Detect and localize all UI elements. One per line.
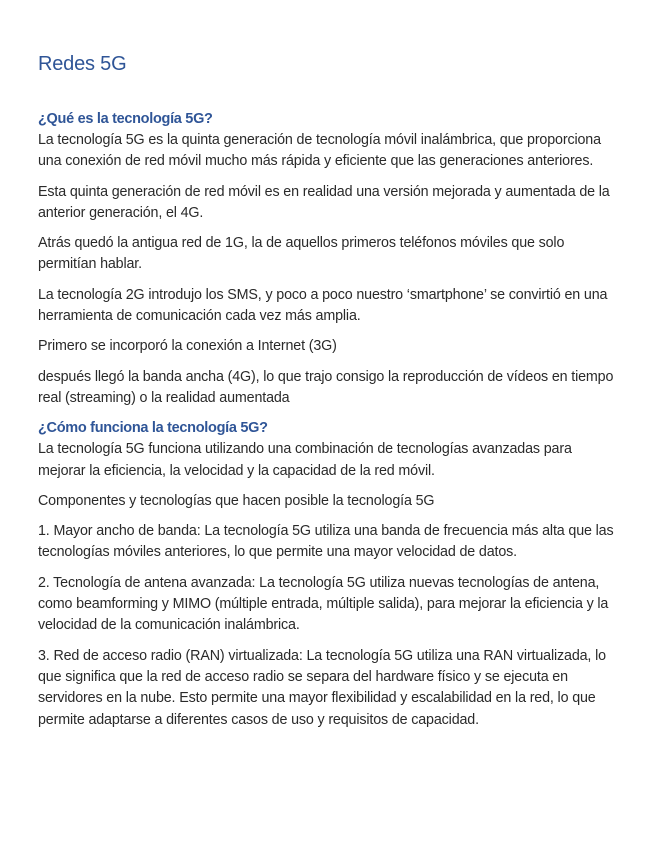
section-heading: ¿Qué es la tecnología 5G? bbox=[38, 111, 213, 127]
list-item: 3. Red de acceso radio (RAN) virtualizada: La tecnología 5G utiliza una RAN virtualizada, lo que significa que la red de acceso radio se separa del hardware físico y se ejecuta en servidores en la nube. Esto permite una mayor flexibilidad y escalabilidad en la red, lo que permite adaptarse a diferentes casos de uso y requisitos de capacidad. bbox=[38, 647, 606, 728]
paragraph: Esta quinta generación de red móvil es en realidad una versión mejorada y aumentada de la anterior generación, el 4G. bbox=[38, 183, 610, 221]
paragraph: después llegó la banda ancha (4G), lo que trajo consigo la reproducción de vídeos en tiempo real (streaming) o la realidad aumentada bbox=[38, 368, 614, 406]
list-item: 2. Tecnología de antena avanzada: La tecnología 5G utiliza nuevas tecnologías de antena, como beamforming y MIMO (múltiple entrada, múltiple salida), para mejorar la eficiencia y la velocidad de la comunicación inalámbrica. bbox=[38, 574, 609, 634]
document-body bbox=[38, 109, 620, 740]
list-item: 1. Mayor ancho de banda: La tecnología 5G utiliza una banda de frecuencia más alta que las tecnologías móviles anteriores, lo que permite una mayor velocidad de datos. bbox=[38, 523, 614, 561]
paragraph: Primero se incorporó la conexión a Internet (3G) bbox=[38, 338, 337, 355]
paragraph: Atrás quedó la antigua red de 1G, la de aquellos primeros teléfonos móviles que solo permitían hablar. bbox=[38, 235, 565, 273]
section-heading: ¿Cómo funciona la tecnología 5G? bbox=[38, 420, 268, 437]
paragraph: La tecnología 2G introdujo los SMS, y poco a poco nuestro ‘smartphone’ se convirtió en una herramienta de comunicación cada vez más amplia. bbox=[38, 286, 608, 325]
document-title: Redes 5G bbox=[38, 53, 127, 75]
section-how-5g-works bbox=[38, 418, 620, 731]
paragraph: La tecnología 5G es la quinta generación de tecnología móvil inalámbrica, que proporciona una conexión de red móvil mucho más rápida y eficiente que las generaciones anteriores. bbox=[38, 132, 601, 170]
paragraph: La tecnología 5G funciona utilizando una combinación de tecnologías avanzadas para mejorar la eficiencia, la velocidad y la capacidad de la red móvil. bbox=[38, 441, 572, 479]
section-what-is-5g bbox=[38, 109, 620, 409]
paragraph: Componentes y tecnologías que hacen posible la tecnología 5G bbox=[38, 492, 435, 509]
